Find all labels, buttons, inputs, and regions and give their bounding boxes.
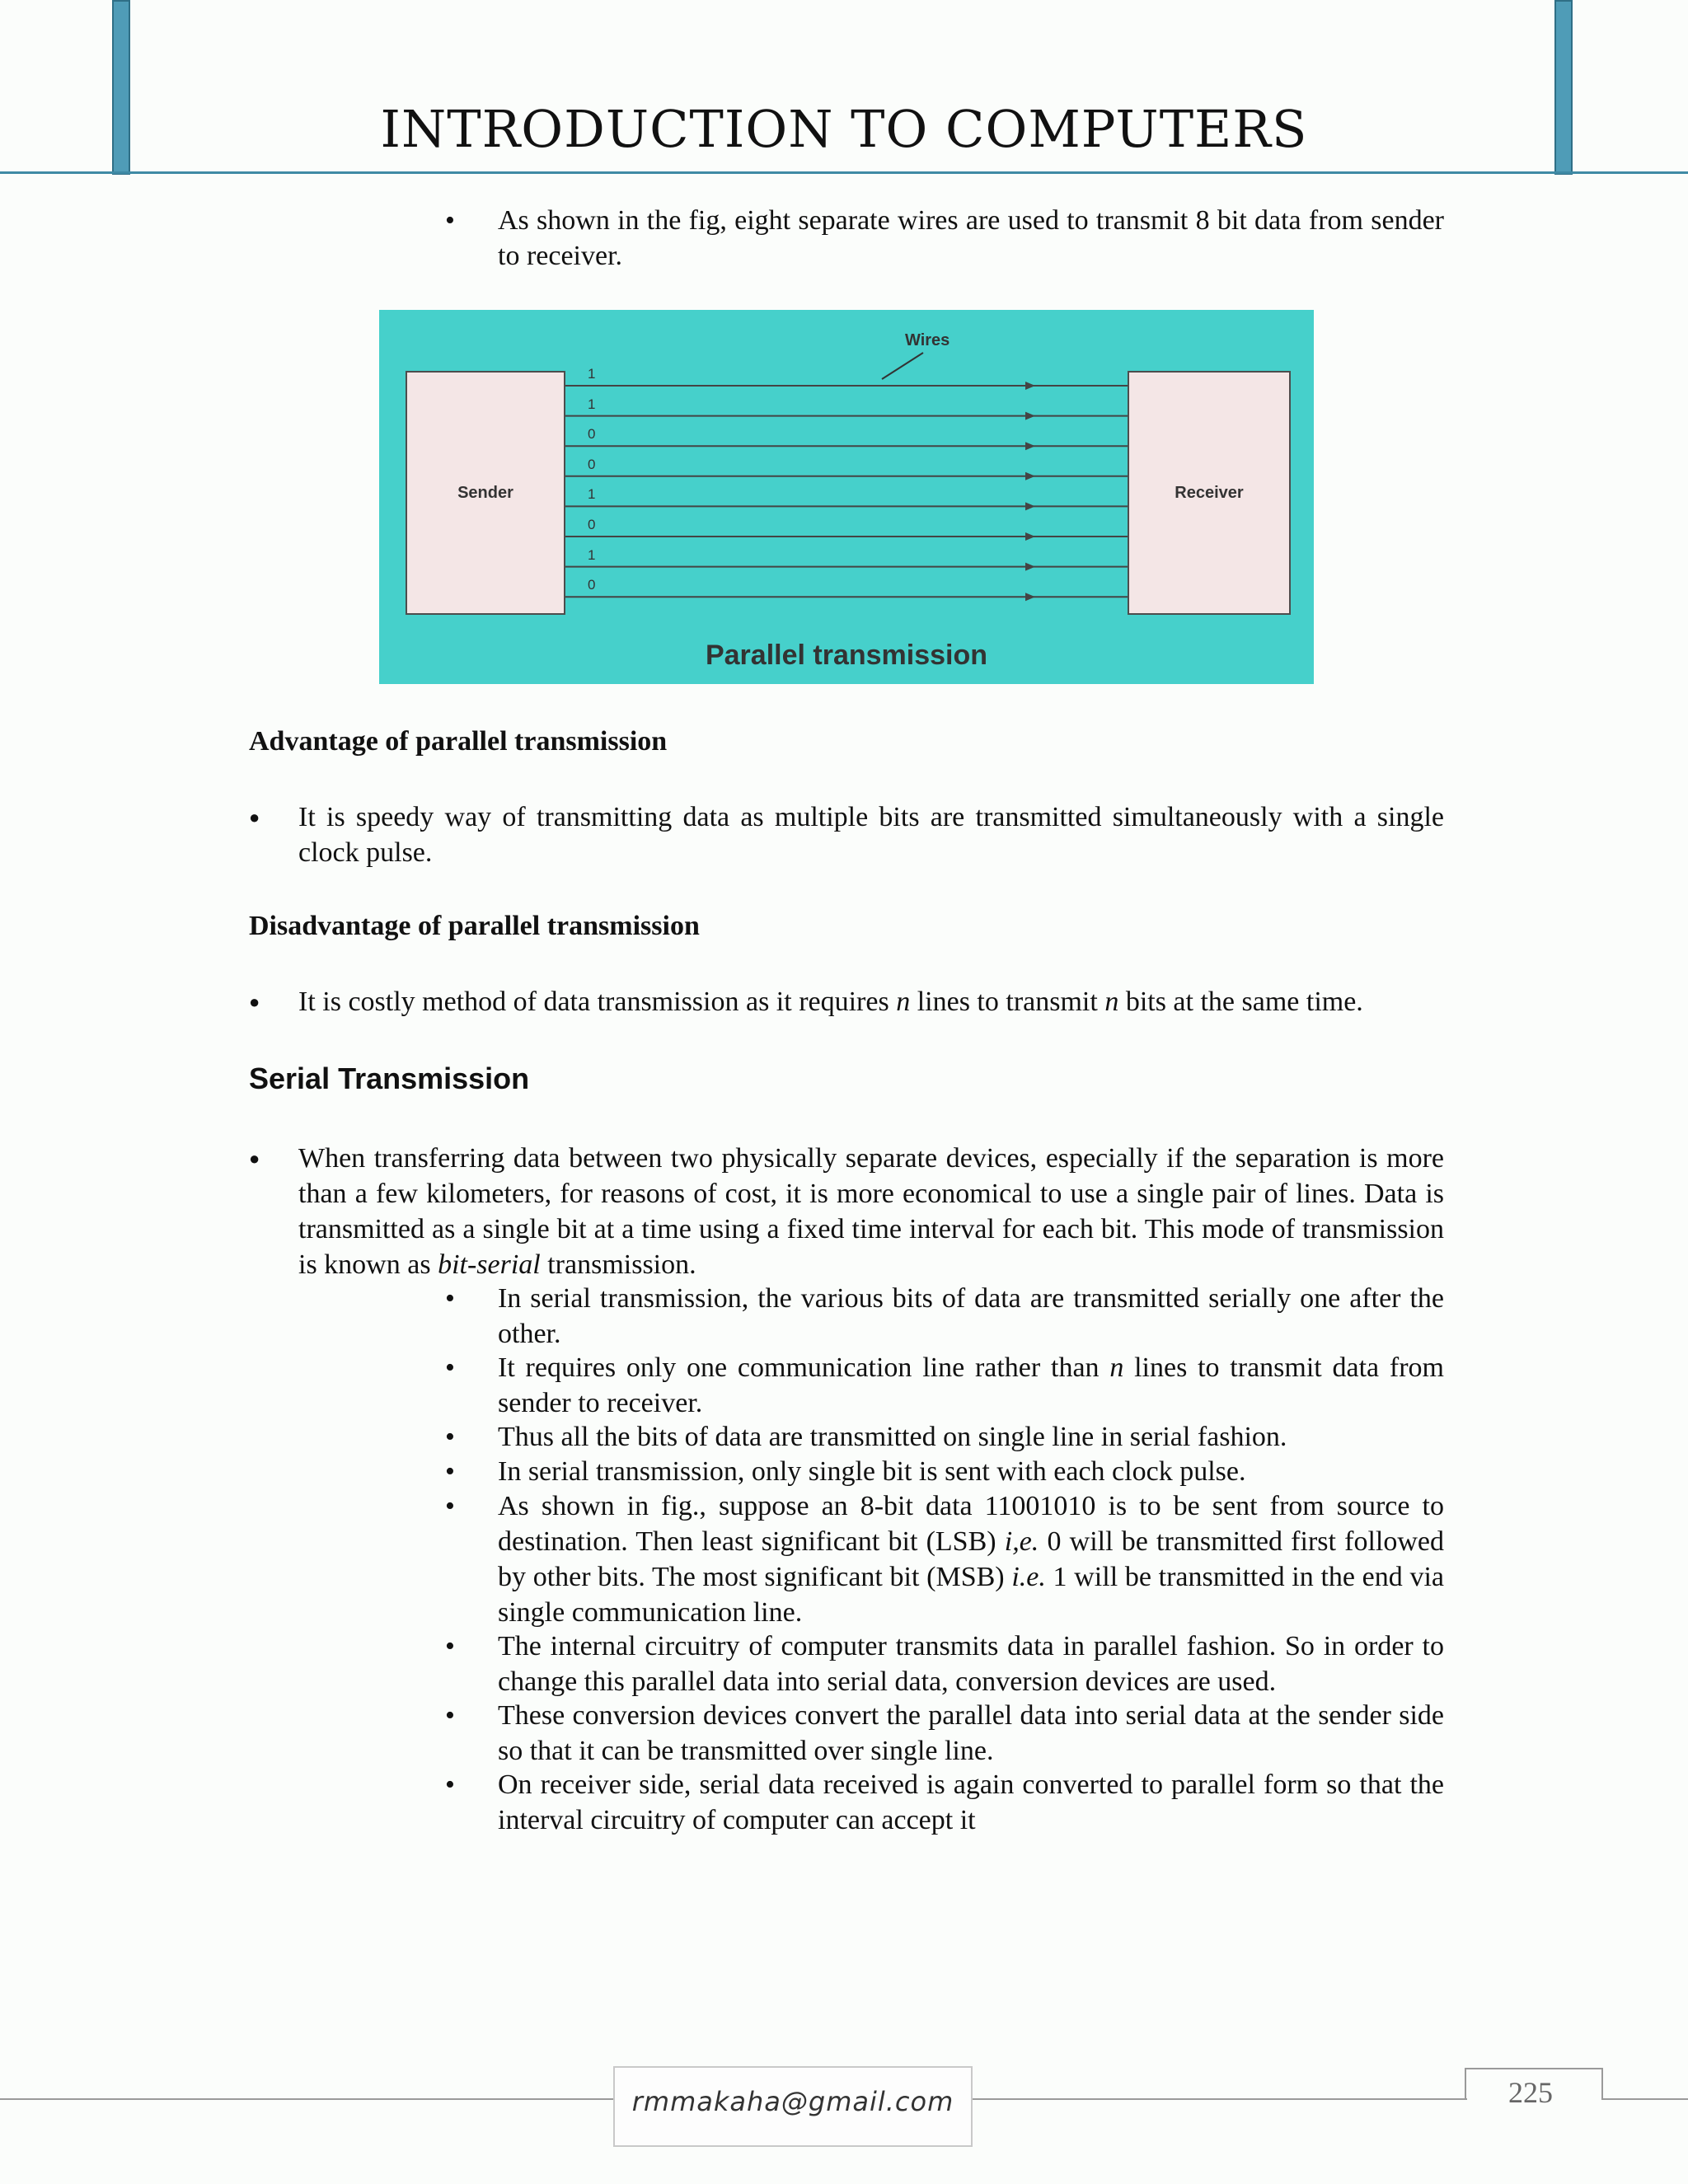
bit-label: 1 xyxy=(588,546,596,563)
bit-label: 1 xyxy=(588,486,596,503)
footer-line-right xyxy=(1602,2098,1688,2100)
disadvantage-heading: Disadvantage of parallel transmission xyxy=(249,911,700,941)
filled-bullet-icon: ● xyxy=(249,1148,260,1169)
filled-bullet-icon: ● xyxy=(249,807,260,827)
wire-arrow-icon xyxy=(1025,563,1035,571)
wire-arrow-icon xyxy=(1025,442,1035,450)
wire-arrow-icon xyxy=(1025,382,1035,390)
bit-label: 1 xyxy=(588,396,596,412)
page-number: 225 xyxy=(1508,2076,1553,2109)
wires-label: Wires xyxy=(905,331,950,349)
wire-arrow-icon xyxy=(1025,472,1035,480)
footer-line-middle xyxy=(973,2098,1467,2100)
serial-bullet-1: In serial transmission, the various bits of data are transmitted serially one after the other. xyxy=(498,1283,1444,1349)
serial-bullet-4: In serial transmission, only single bit is sent with each clock pulse. xyxy=(498,1456,1246,1487)
bullet-icon: • xyxy=(445,1283,455,1314)
footer-line-left xyxy=(0,2098,613,2100)
bullet-icon: • xyxy=(445,1769,455,1800)
bit-label: 0 xyxy=(588,517,596,532)
advantage-heading: Advantage of parallel transmission xyxy=(249,726,668,757)
wires-graphic xyxy=(379,310,1314,684)
footer-email: rmmakaha@gmail.com xyxy=(631,2086,954,2117)
wire-arrow-icon xyxy=(1025,412,1035,420)
advantage-text: It is speedy way of transmitting data as multiple bits are transmitted simultaneously with a single clock pulse. xyxy=(298,802,1444,868)
receiver-box: Receiver xyxy=(1128,371,1291,615)
disadvantage-text: It is costly method of data transmission as it requires n lines to transmit n bits at the same time. xyxy=(298,987,1363,1017)
intro-bullet-text: As shown in the fig, eight separate wires are used to transmit 8 bit data from sender to receiver. xyxy=(498,205,1444,271)
serial-bullet-2: It requires only one communication line rather than n lines to transmit data from sender to receiver. xyxy=(498,1352,1444,1418)
bit-label: 1 xyxy=(588,366,596,382)
bullet-icon: • xyxy=(445,1700,455,1731)
serial-bullet-5: As shown in fig., suppose an 8-bit data 11001010 is to be sent from source to destination. Then least significant bit (LSB) i,e. 0 will be transmitted first followed by other bits. The most significant bit (MSB) i.e. 1 will be transmitted in the end via single communication line. xyxy=(498,1491,1444,1628)
bullet-icon: • xyxy=(445,205,455,236)
serial-bullet-8: On receiver side, serial data received is again converted to parallel form so that the interval circuitry of computer can accept it xyxy=(498,1769,1444,1835)
serial-heading: Serial Transmission xyxy=(249,1062,530,1095)
serial-main-text: When transferring data between two physically separate devices, especially if the separation is more than a few kilometers, for reasons of cost, it is more economical to use a single pair of lines. Data is transmitted as a single bit at a time using a fixed time interval for each bit. This mode of transmission is known as bit-serial transmission. xyxy=(298,1143,1444,1280)
serial-bullet-3: Thus all the bits of data are transmitted on single line in serial fashion. xyxy=(498,1422,1287,1452)
sender-box: Sender xyxy=(406,371,565,615)
page-title: INTRODUCTION TO COMPUTERS xyxy=(380,99,1308,159)
bit-label: 0 xyxy=(588,426,596,443)
bullet-icon: • xyxy=(445,1352,455,1383)
parallel-transmission-diagram xyxy=(379,310,1314,684)
wire-arrow-icon xyxy=(1025,502,1035,510)
footer-email-box xyxy=(613,2066,973,2147)
filled-bullet-icon: ● xyxy=(249,991,260,1012)
header-rule xyxy=(0,171,1688,174)
bit-label: 0 xyxy=(588,577,596,593)
bit-label: 0 xyxy=(588,456,596,472)
bullet-icon: • xyxy=(445,1491,455,1521)
diagram-caption: Parallel transmission xyxy=(705,640,988,671)
bullet-icon: • xyxy=(445,1456,455,1487)
wire-arrow-icon xyxy=(1025,532,1035,541)
wire-arrow-icon xyxy=(1025,593,1035,601)
bullet-icon: • xyxy=(445,1631,455,1661)
bullet-icon: • xyxy=(445,1422,455,1452)
serial-bullet-6: The internal circuitry of computer transmits data in parallel fashion. So in order to change this parallel data into serial data, conversion devices are used. xyxy=(498,1631,1444,1697)
serial-bullet-7: These conversion devices convert the parallel data into serial data at the sender side so that it can be transmitted over single line. xyxy=(498,1700,1444,1766)
